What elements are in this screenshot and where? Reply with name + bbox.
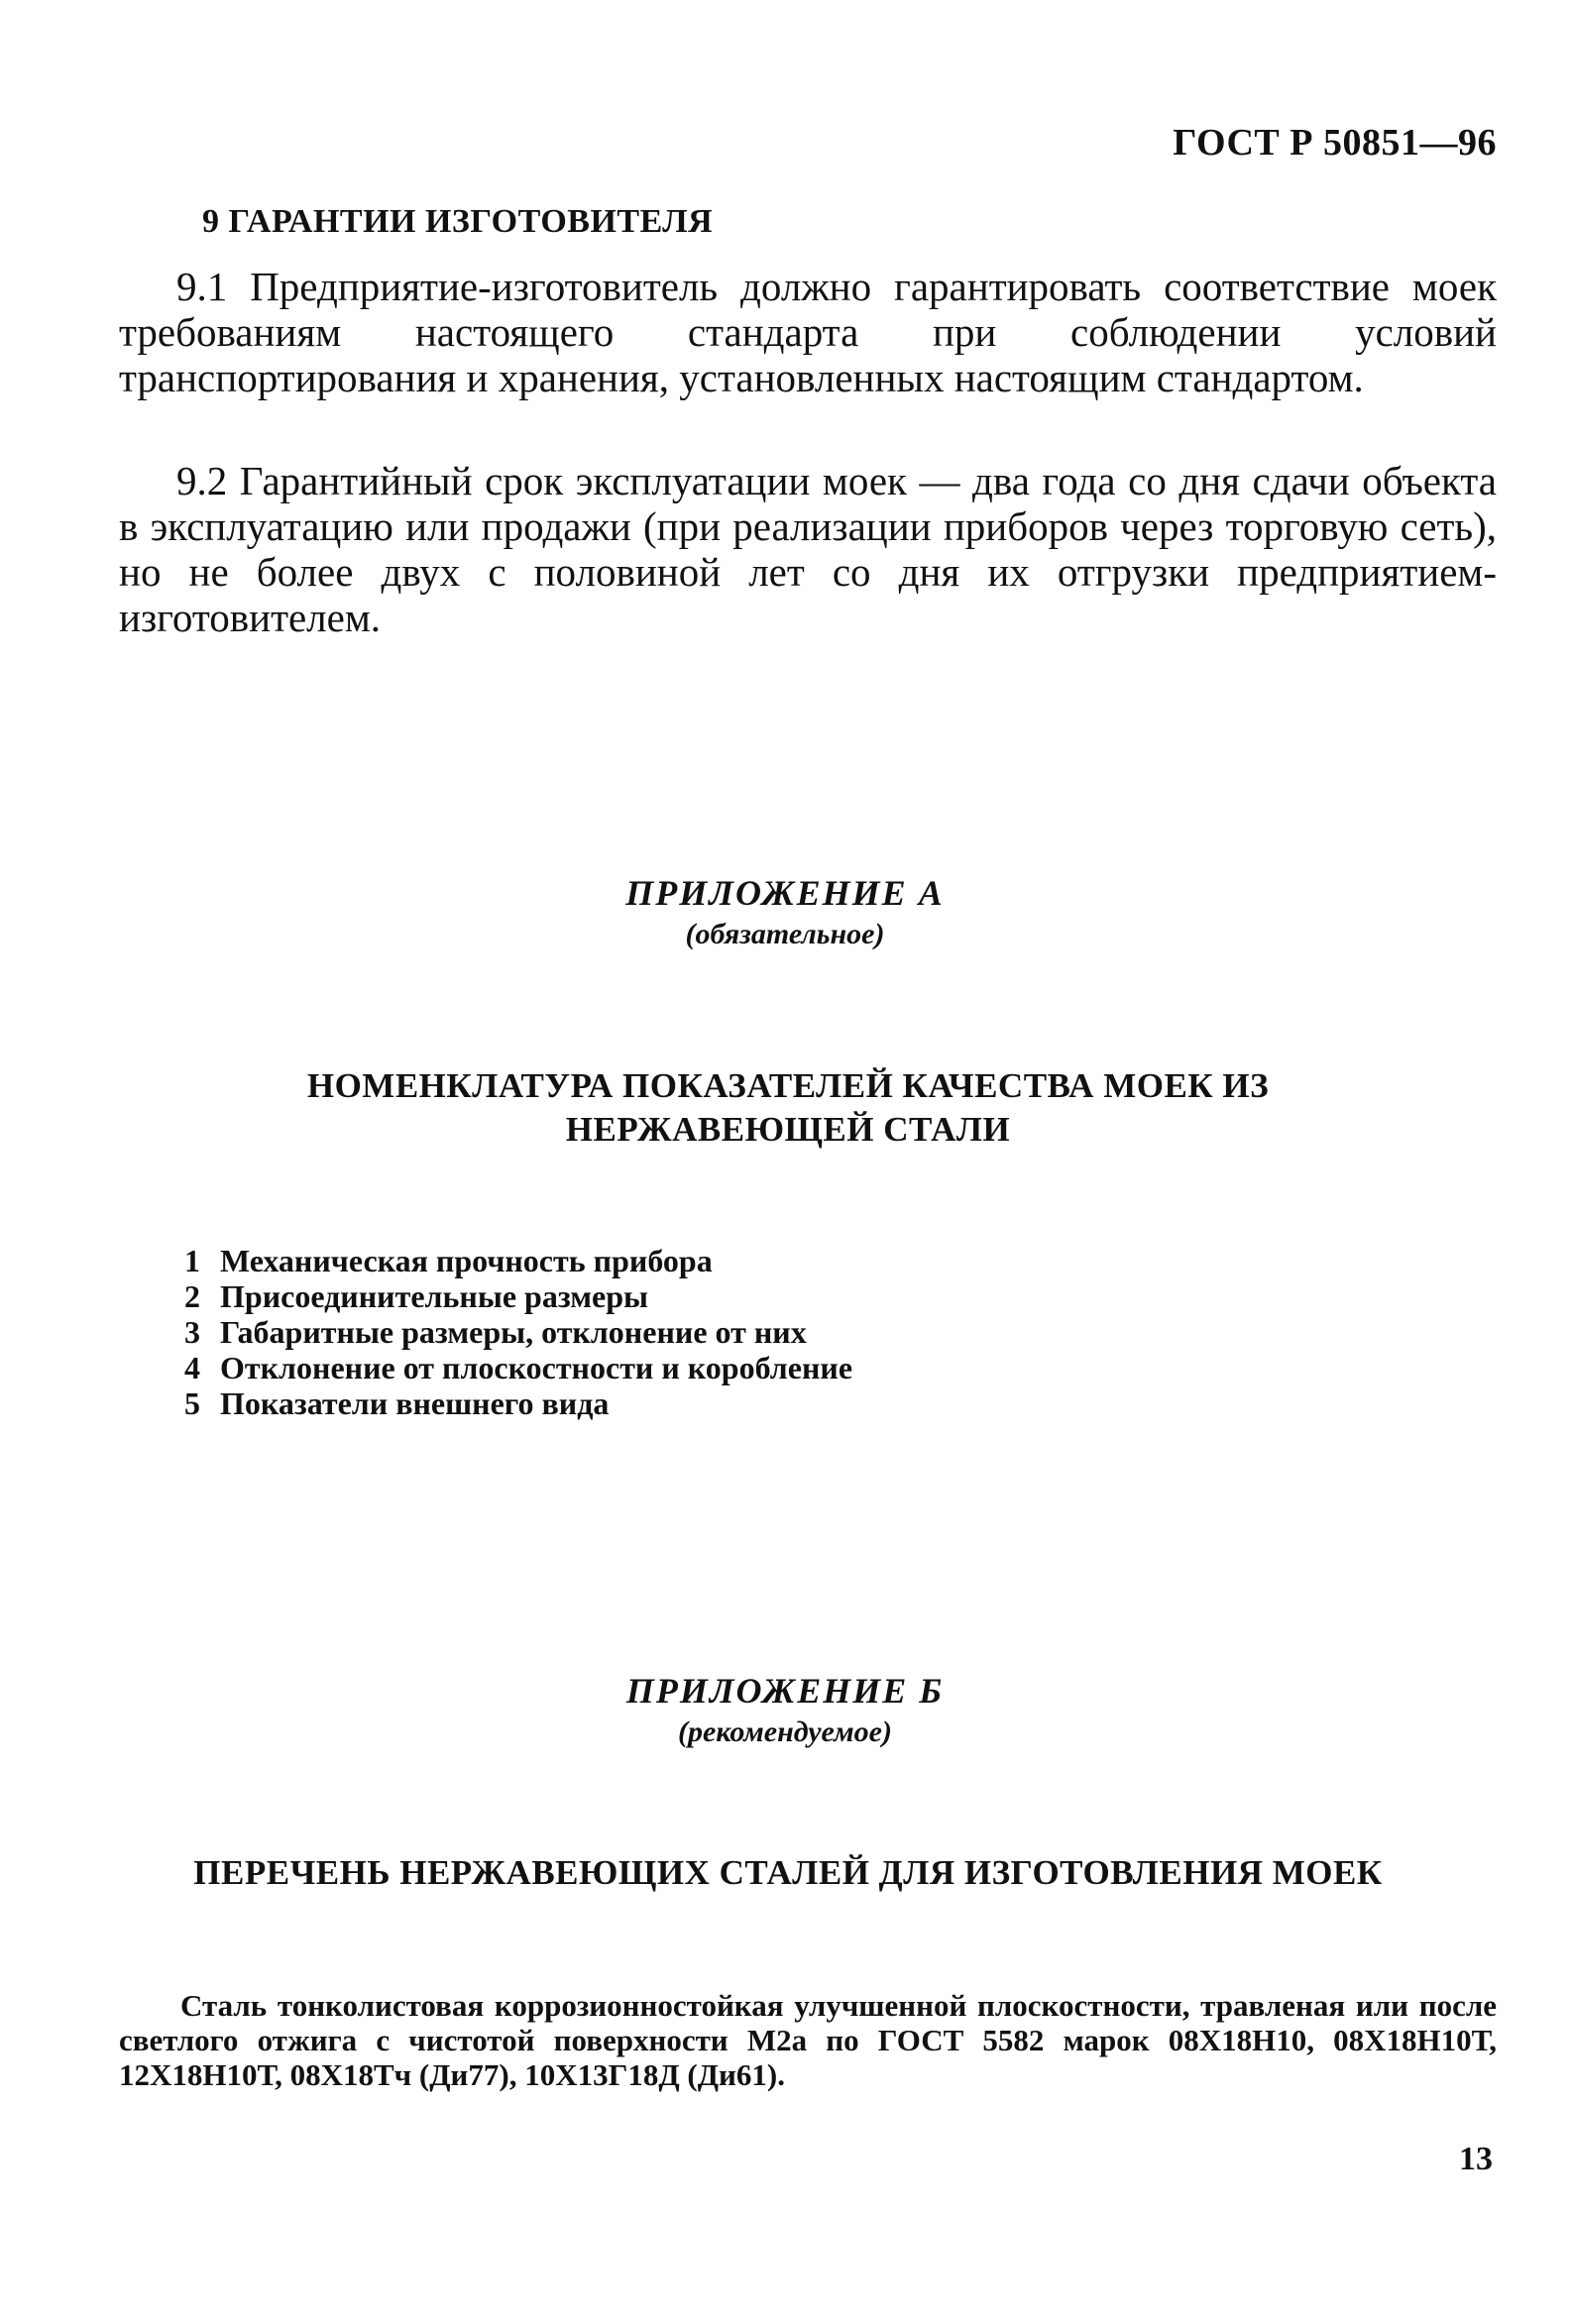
list-item-number: 2 (184, 1278, 200, 1314)
steel-grades-paragraph: Сталь тонколистовая коррозионностойкая улучшенной плоскостности, травленая или после светлого отжига с чистотой поверхности М2а по ГОСТ 5582 марок 08Х18Н10, 08Х18Н10Т, 12Х18Н10Т, 08Х18Тч (Ди77), 10Х13Г18Д (Ди61). (119, 1988, 1497, 2092)
list-item-text: Присоединительные размеры (220, 1278, 649, 1314)
appendix-a-status: (обязательное) (685, 918, 885, 950)
quality-indicators-list (184, 1243, 852, 1421)
appendix-b-heading: ПЕРЕЧЕНЬ НЕРЖАВЕЮЩИХ СТАЛЕЙ ДЛЯ ИЗГОТОВЛЕНИЯ МОЕК (193, 1853, 1383, 1892)
list-item (184, 1278, 852, 1314)
standard-code-header: ГОСТ Р 50851—96 (1173, 122, 1497, 164)
list-item (184, 1314, 852, 1350)
appendix-b-title: ПРИЛОЖЕНИЕ Б (625, 1671, 945, 1711)
list-item (184, 1385, 852, 1421)
list-item-number: 5 (184, 1385, 200, 1421)
list-item (184, 1350, 852, 1385)
list-item-number: 1 (184, 1243, 200, 1278)
appendix-a-heading: НОМЕНКЛАТУРА ПОКАЗАТЕЛЕЙ КАЧЕСТВА МОЕК ИЗ НЕРЖАВЕЮЩЕЙ СТАЛИ (306, 1066, 1270, 1149)
list-item-text: Показатели внешнего вида (220, 1385, 610, 1421)
appendix-a-title: ПРИЛОЖЕНИЕ А (625, 873, 945, 913)
paragraph-9-2: 9.2 Гарантийный срок эксплуатации моек — два года со дня сдачи объекта в эксплуатацию или продажи (при реализации приборов через торговую сеть), но не более двух с половиной лет со дня их отгрузки предприятием-изготовителем. (119, 458, 1497, 640)
list-item-number: 3 (184, 1314, 200, 1350)
appendix-b-status: (рекомендуемое) (678, 1715, 892, 1748)
list-item-text: Габаритные размеры, отклонение от них (220, 1314, 807, 1350)
section-9-heading: 9 ГАРАНТИИ ИЗГОТОВИТЕЛЯ (202, 203, 714, 240)
list-item (184, 1243, 852, 1278)
list-item-text: Отклонение от плоскостности и коробление (220, 1350, 853, 1385)
list-item-text: Механическая прочность прибора (220, 1243, 713, 1278)
paragraph-9-1: 9.1 Предприятие-изготовитель должно гарантировать соответствие моек требованиям настоящего стандарта при соблюдении условий транспортирования и хранения, установленных настоящим стандартом. (119, 264, 1497, 400)
page-number: 13 (1459, 2141, 1493, 2177)
list-item-number: 4 (184, 1350, 200, 1385)
